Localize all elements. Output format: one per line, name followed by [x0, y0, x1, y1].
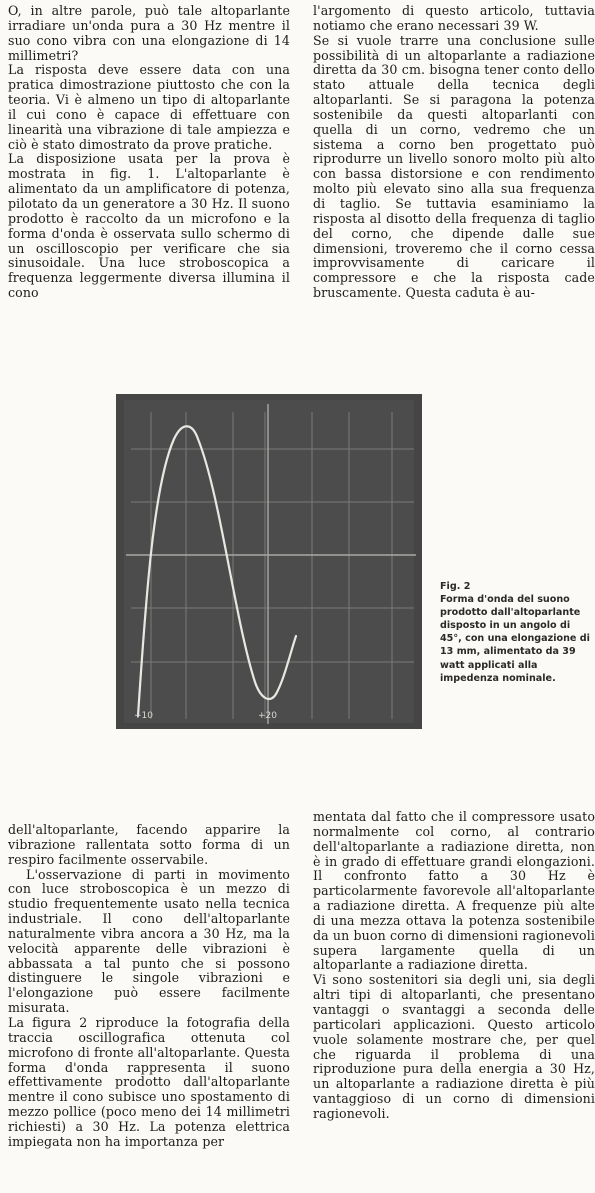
scope-scale-label: +10: [134, 711, 153, 721]
scope-scale-label: +20: [258, 711, 277, 721]
paragraph: mentata dal fatto che il compressore usato normalmente col corno, al contrario dell'altoparlante a radiazione diretta, non è in grado di effettuare grandi elongazioni. Il confronto fatto a 30 Hz è particolarmente favorevole all'altoparlante a radiazione diretta. A frequenze più alte di una mezza ottava la potenza sostenibile da un buon corno di dimensioni ragionevoli supera largamente quella di un altoparlante a radiazione diretta.: [313, 809, 595, 973]
oscilloscope-photo: [116, 394, 422, 729]
paragraph: La figura 2 riproduce la fotografia della traccia oscillografica ottenuta col microfono di fronte all'altoparlante. Questa forma d'onda rappresenta il suono effettivamente prodotto dall'altoparlante mentre il cono subisce uno spostamento di mezzo pollice (poco meno dei 14 millimetri richiesti) a 30 Hz. La potenza elettrica impiegata non ha importanza per: [8, 1014, 290, 1149]
figure-caption-text: Forma d'onda del suono prodotto dall'altoparlante disposto in un angolo di 45°, con una elongazione di 13 mm, alimentato da 39 watt applicati alla impedenza nominale.: [440, 594, 590, 684]
paragraph: O, in altre parole, può tale altoparlante irradiare un'onda pura a 30 Hz mentre il suo cono vibra con una elongazione di 14 millimetri?: [8, 3, 290, 63]
figure-number: Fig. 2: [440, 581, 471, 592]
paragraph: Vi sono sostenitori sia degli uni, sia degli altri tipi di altoparlanti, che presentano vantaggi o svantaggi a seconda delle particolari applicazioni. Questo articolo vuole solamente mostrare che, per quel che riguarda il problema di una riproduzione pura della energia a 30 Hz, un altoparlante a radiazione diretta è più vantaggioso di un corno di dimensioni ragionevoli.: [313, 972, 595, 1121]
text-column-2: [313, 4, 595, 301]
text-column-1: [8, 4, 290, 301]
oscilloscope-trace: [116, 394, 422, 729]
paragraph: L'osservazione di parti in movimento con luce stroboscopica è un mezzo di studio frequentemente usato nella tecnica industriale. Il cono dell'altoparlante naturalmente vibra ancora a 30 Hz, ma la velocità apparente delle vibrazioni è abbassata a tal punto che si possono distinguere le singole vibrazioni e l'elongazione può essere facilmente misurata.: [8, 866, 290, 1016]
text-column-3: [8, 823, 290, 1150]
text-column-4: [313, 810, 595, 1122]
paragraph: Se si vuole trarre una conclusione sulle possibilità di un altoparlante a radiazione diretta da 30 cm. bisogna tener conto dello stato attuale della tecnica degli altoparlanti. Se si paragona la potenza sostenibile da questi altoparlanti con quella di un corno, vedremo che un sistema a corno ben progettato può riprodurre un livello sonoro molto più alto con bassa distorsione e con rendimento molto più elevato sino alla sua frequenza di taglio. Se tuttavia esaminiamo la risposta al disotto della frequenza di taglio del corno, che dipende dalle sue dimensioni, troveremo che il corno cessa improvvisamente di caricare il compressore e che la risposta cade bruscamente. Questa caduta è au-: [313, 32, 595, 301]
paragraph: dell'altoparlante, facendo apparire la vibrazione rallentata sotto forma di un respiro facilmente osservabile.: [8, 822, 290, 867]
paragraph: La disposizione usata per la prova è mostrata in fig. 1. L'altoparlante è alimentato da un amplificatore di potenza, pilotato da un generatore a 30 Hz. Il suono prodotto è raccolto da un microfono e la forma d'onda è osservata sullo schermo di un oscilloscopio per verificare che sia sinusoidale. Una luce stroboscopica a frequenza leggermente diversa illumina il cono: [8, 151, 290, 301]
figure-caption: [440, 580, 590, 685]
paragraph: l'argomento di questo articolo, tuttavia notiamo che erano necessari 39 W.: [313, 3, 595, 33]
paragraph: La risposta deve essere data con una pratica dimostrazione piuttosto che con la teoria. Vi è almeno un tipo di altoparlante il cui cono è capace di effettuare con linearità una vibrazione di tale ampiezza e ciò è stato dimostrato da prove pratiche.: [8, 62, 290, 152]
